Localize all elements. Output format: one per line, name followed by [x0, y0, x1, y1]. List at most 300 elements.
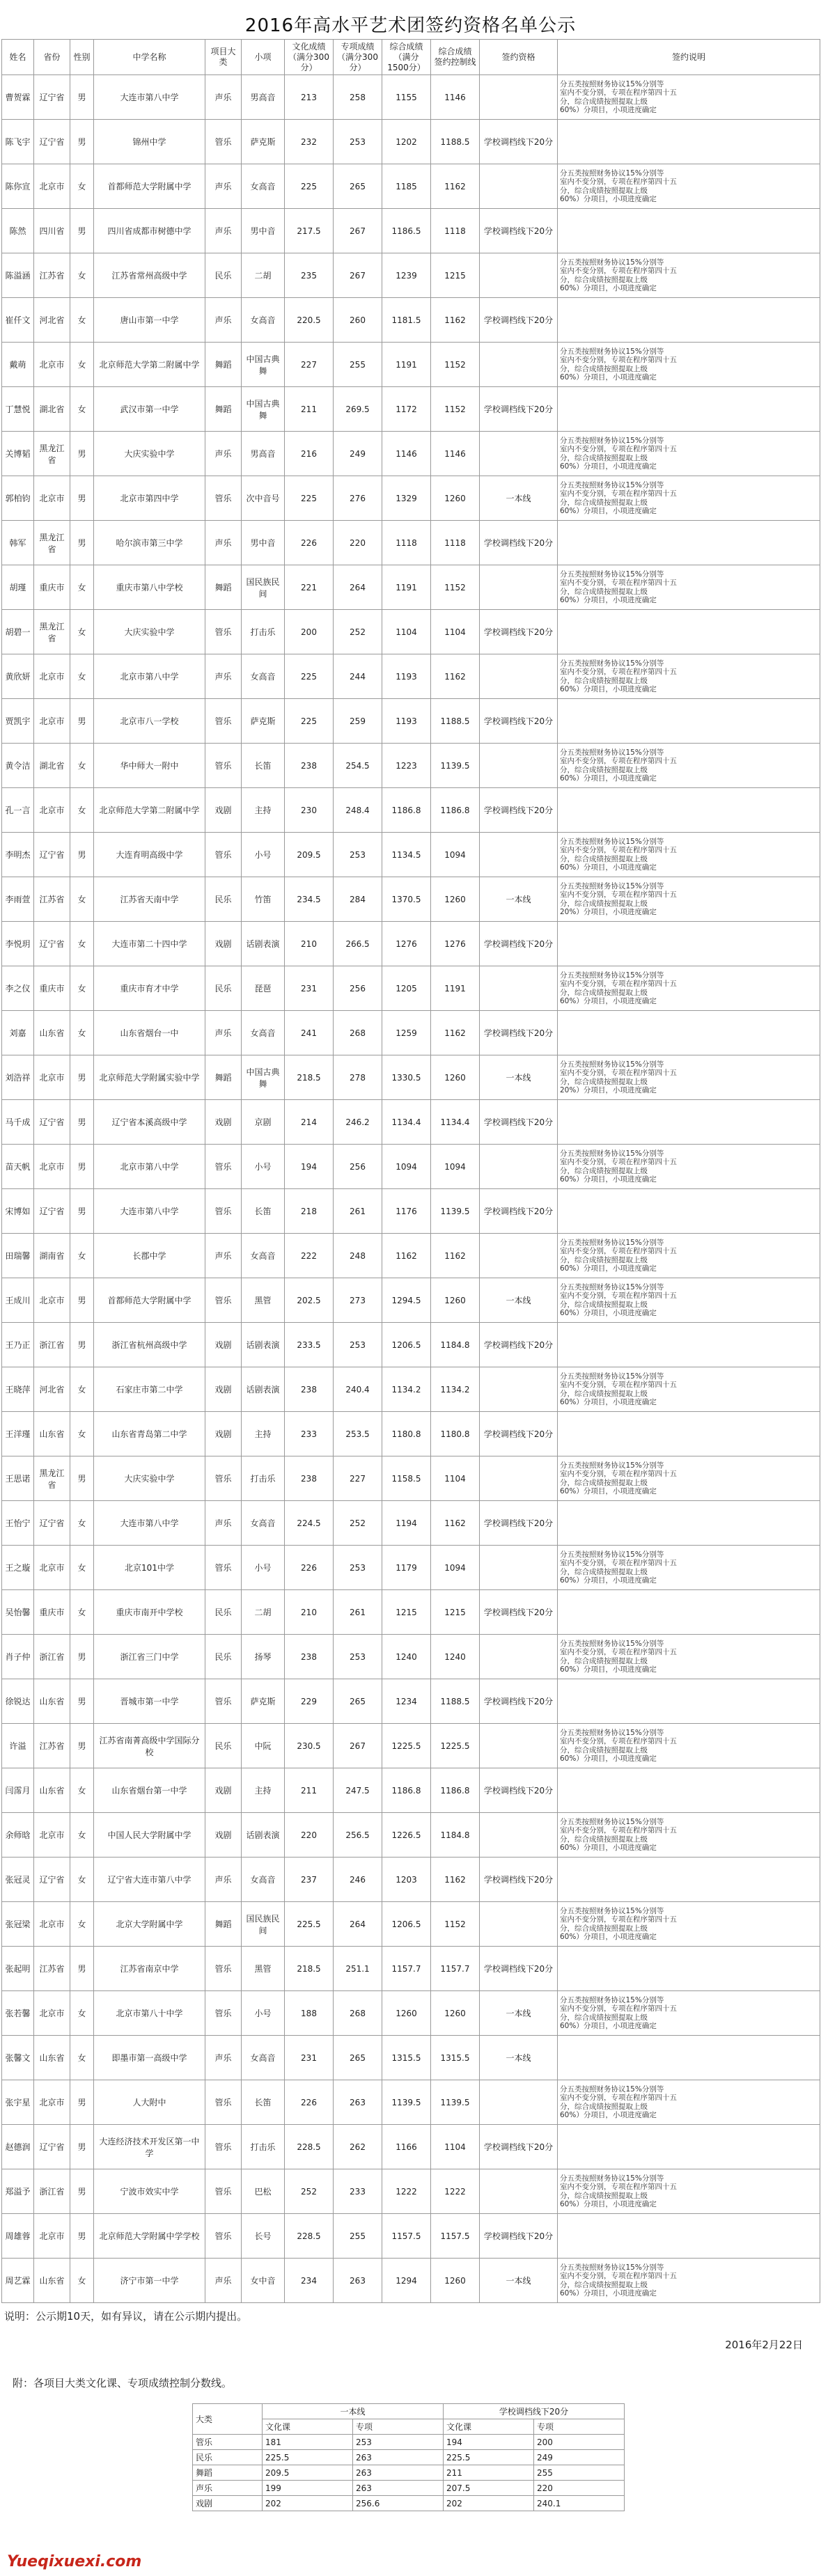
table-cell: 胡碧一 — [2, 610, 34, 654]
table-cell: 学校调档线下20分 — [480, 1768, 558, 1813]
table-cell: 分五类按照财务协议15%分别等 室内不变分别，专项在程序第四十五 分，综合成绩按照提取上级 60%）分项目，小项进度确定 — [558, 1278, 820, 1323]
table-cell: 戏剧 — [205, 922, 242, 966]
column-header: 性别 — [70, 40, 94, 75]
table-cell: 225 — [285, 476, 334, 521]
table-cell: 话剧表演 — [242, 1323, 285, 1367]
table-cell: 男高音 — [242, 75, 285, 120]
table-cell: 话剧表演 — [242, 1367, 285, 1412]
table-cell: 1188.5 — [431, 120, 480, 164]
table-cell: 女 — [70, 788, 94, 833]
table-cell: 266.5 — [334, 922, 382, 966]
table-cell: 李明杰 — [2, 833, 34, 877]
table-cell: 管乐 — [205, 699, 242, 744]
table-cell: 学校调档线下20分 — [480, 120, 558, 164]
table-row — [2, 1100, 820, 1145]
table-cell: 浙江省杭州高级中学 — [94, 1323, 205, 1367]
table-cell: 男 — [70, 833, 94, 877]
table-cell: 女 — [70, 387, 94, 432]
table-row — [2, 654, 820, 699]
table-cell: 244 — [334, 654, 382, 699]
table-cell: 声乐 — [205, 432, 242, 476]
table-cell: 小号 — [242, 1145, 285, 1189]
table-cell: 山东省 — [34, 1011, 70, 1055]
table-cell: 253 — [334, 1635, 382, 1679]
table-cell — [558, 1189, 820, 1234]
table-cell: 200 — [285, 610, 334, 654]
table-cell: 261 — [334, 1590, 382, 1635]
table-cell: 234.5 — [285, 877, 334, 922]
table-row — [2, 966, 820, 1011]
table-cell: 辽宁省 — [34, 120, 70, 164]
column-header: 签约资格 — [480, 40, 558, 75]
table-cell: 一本线 — [480, 877, 558, 922]
table-cell: 大连市第八中学 — [94, 1189, 205, 1234]
table-cell: 240.4 — [334, 1367, 382, 1412]
sub-header-special: 专项 — [353, 2419, 444, 2435]
table-cell: 女 — [70, 1991, 94, 2036]
sub-table-cell: 声乐 — [193, 2481, 263, 2496]
table-cell: 1203 — [382, 1858, 431, 1902]
sub-table-row — [193, 2435, 625, 2450]
table-cell: 1162 — [431, 1858, 480, 1902]
table-row — [2, 1011, 820, 1055]
sub-header-special: 专项 — [534, 2419, 625, 2435]
table-cell: 大连育明高级中学 — [94, 833, 205, 877]
sub-table-cell: 240.1 — [534, 2496, 625, 2511]
table-cell: 中国古典舞 — [242, 387, 285, 432]
column-header: 综合成绩 （满分1500分） — [382, 40, 431, 75]
table-cell: 262 — [334, 2125, 382, 2169]
table-cell: 浙江省 — [34, 1323, 70, 1367]
table-cell: 188 — [285, 1991, 334, 2036]
table-cell: 郭柏钧 — [2, 476, 34, 521]
table-cell — [480, 1367, 558, 1412]
table-cell: 男 — [70, 2080, 94, 2125]
table-cell: 1162 — [431, 298, 480, 343]
table-cell: 管乐 — [205, 2214, 242, 2259]
table-cell: 1260 — [431, 1055, 480, 1100]
table-cell: 北京市 — [34, 476, 70, 521]
table-cell: 分五类按照财务协议15%分别等 室内不变分别，专项在程序第四十五 分，综合成绩按照提取上级 60%）分项目，小项进度确定 — [558, 1145, 820, 1189]
table-cell: 山东省 — [34, 2036, 70, 2080]
sub-table-cell: 255 — [534, 2465, 625, 2481]
table-cell: 孔一言 — [2, 788, 34, 833]
table-cell: 黑龙江省 — [34, 610, 70, 654]
table-cell: 重庆市 — [34, 1590, 70, 1635]
table-cell: 1329 — [382, 476, 431, 521]
table-cell: 男 — [70, 432, 94, 476]
table-cell: 学校调档线下20分 — [480, 1100, 558, 1145]
table-cell — [558, 298, 820, 343]
table-cell: 首都师范大学附属中学 — [94, 1278, 205, 1323]
table-cell: 228.5 — [285, 2125, 334, 2169]
table-cell: 1162 — [382, 1234, 431, 1278]
table-cell: 女高音 — [242, 1011, 285, 1055]
table-cell: 黑龙江省 — [34, 432, 70, 476]
table-cell: 北京师范大学第二附属中学 — [94, 788, 205, 833]
table-cell: 女 — [70, 565, 94, 610]
table-cell: 男 — [70, 1189, 94, 1234]
table-cell: 琵琶 — [242, 966, 285, 1011]
table-cell: 1104 — [431, 2125, 480, 2169]
table-cell: 1155 — [382, 75, 431, 120]
table-cell: 戴萌 — [2, 343, 34, 387]
table-cell: 男 — [70, 1145, 94, 1189]
table-cell: 辽宁省 — [34, 75, 70, 120]
table-cell: 男 — [70, 1278, 94, 1323]
table-row — [2, 75, 820, 120]
table-cell: 248 — [334, 1234, 382, 1278]
table-cell: 263 — [334, 2259, 382, 2303]
table-cell: 陈然 — [2, 209, 34, 253]
table-cell: 学校调档线下20分 — [480, 1858, 558, 1902]
table-cell — [480, 1546, 558, 1590]
table-cell: 学校调档线下20分 — [480, 209, 558, 253]
table-cell: 大连经济技术开发区第一中学 — [94, 2125, 205, 2169]
table-cell: 247.5 — [334, 1768, 382, 1813]
table-cell: 管乐 — [205, 744, 242, 788]
table-cell: 曹贺霖 — [2, 75, 34, 120]
table-cell: 北京市 — [34, 654, 70, 699]
table-row — [2, 1991, 820, 2036]
table-cell: 246.2 — [334, 1100, 382, 1145]
table-cell: 1315.5 — [382, 2036, 431, 2080]
table-cell: 1094 — [431, 1546, 480, 1590]
table-cell: 1180.8 — [382, 1412, 431, 1456]
table-row — [2, 2259, 820, 2303]
table-cell: 北京市第八中学 — [94, 654, 205, 699]
table-cell: 分五类按照财务协议15%分别等 室内不变分别，专项在程序第四十五 分，综合成绩按照提取上级 60%）分项目，小项进度确定 — [558, 744, 820, 788]
table-cell: 1206.5 — [382, 1323, 431, 1367]
table-cell: 221 — [285, 565, 334, 610]
publish-date: 2016年2月22日 — [725, 2339, 803, 2351]
table-cell: 学校调档线下20分 — [480, 2214, 558, 2259]
table-cell: 戏剧 — [205, 1100, 242, 1145]
table-cell: 1193 — [382, 699, 431, 744]
table-cell: 246 — [334, 1858, 382, 1902]
sub-table-cell: 249 — [534, 2450, 625, 2465]
sub-table-cell: 202 — [444, 2496, 534, 2511]
sub-header-culture: 文化课 — [263, 2419, 353, 2435]
sub-table-cell: 戏剧 — [193, 2496, 263, 2511]
table-cell: 王成川 — [2, 1278, 34, 1323]
table-cell: 陈溢涵 — [2, 253, 34, 298]
table-cell: 268 — [334, 1991, 382, 2036]
table-row — [2, 2080, 820, 2125]
table-cell: 主持 — [242, 1412, 285, 1456]
table-cell: 1157.7 — [431, 1947, 480, 1991]
table-cell: 哈尔滨市第三中学 — [94, 521, 205, 565]
table-cell: 中阮 — [242, 1724, 285, 1768]
table-cell: 分五类按照财务协议15%分别等 室内不变分别，专项在程序第四十五 分，综合成绩按照提取上级 60%）分项目，小项进度确定 — [558, 1546, 820, 1590]
table-cell: 男 — [70, 2169, 94, 2214]
table-cell: 山东省 — [34, 1679, 70, 1724]
table-cell: 女 — [70, 1501, 94, 1546]
table-cell: 230 — [285, 788, 334, 833]
table-cell: 重庆市 — [34, 966, 70, 1011]
sub-table-cell: 202 — [263, 2496, 353, 2511]
table-cell: 男 — [70, 699, 94, 744]
table-cell: 北京市第八十中学 — [94, 1991, 205, 2036]
table-row — [2, 120, 820, 164]
table-cell: 黄令洁 — [2, 744, 34, 788]
table-cell: 管乐 — [205, 1991, 242, 2036]
table-cell: 民乐 — [205, 1635, 242, 1679]
table-cell: 余师晗 — [2, 1813, 34, 1858]
table-cell: 长笛 — [242, 1189, 285, 1234]
table-cell: 江苏省南京中学 — [94, 1947, 205, 1991]
table-cell: 231 — [285, 2036, 334, 2080]
table-cell: 1134.2 — [382, 1367, 431, 1412]
table-row — [2, 610, 820, 654]
table-row — [2, 1858, 820, 1902]
table-cell: 248.4 — [334, 788, 382, 833]
table-cell: 1234 — [382, 1679, 431, 1724]
table-cell: 1259 — [382, 1011, 431, 1055]
table-cell: 分五类按照财务协议15%分别等 室内不变分别，专项在程序第四十五 分，综合成绩按照提取上级 60%）分项目，小项进度确定 — [558, 833, 820, 877]
table-cell: 长号 — [242, 2214, 285, 2259]
table-cell: 声乐 — [205, 1011, 242, 1055]
table-cell — [558, 1858, 820, 1902]
table-cell: 229 — [285, 1679, 334, 1724]
table-row — [2, 2214, 820, 2259]
table-cell — [480, 1234, 558, 1278]
table-cell: 253 — [334, 120, 382, 164]
table-cell: 分五类按照财务协议15%分别等 室内不变分别，专项在程序第四十五 分，综合成绩按照提取上级 60%）分项目，小项进度确定 — [558, 1991, 820, 2036]
table-cell: 管乐 — [205, 1278, 242, 1323]
table-cell: 声乐 — [205, 298, 242, 343]
table-cell: 255 — [334, 2214, 382, 2259]
table-cell: 北京市 — [34, 1902, 70, 1947]
table-cell: 舞蹈 — [205, 1055, 242, 1100]
table-cell: 浙江省 — [34, 1635, 70, 1679]
table-cell: 李雨萱 — [2, 877, 34, 922]
table-cell — [480, 432, 558, 476]
table-cell: 216 — [285, 432, 334, 476]
table-row — [2, 1501, 820, 1546]
table-cell: 大庆实验中学 — [94, 432, 205, 476]
table-cell: 学校调档线下20分 — [480, 1323, 558, 1367]
table-row — [2, 1902, 820, 1947]
table-cell: 1225.5 — [382, 1724, 431, 1768]
table-cell: 253 — [334, 833, 382, 877]
table-cell: 220 — [334, 521, 382, 565]
table-cell — [480, 833, 558, 877]
table-cell: 许溢 — [2, 1724, 34, 1768]
table-cell: 韩军 — [2, 521, 34, 565]
table-row — [2, 1724, 820, 1768]
table-cell: 210 — [285, 1590, 334, 1635]
table-cell — [480, 654, 558, 699]
table-cell: 声乐 — [205, 2036, 242, 2080]
table-cell: 218.5 — [285, 1055, 334, 1100]
table-cell: 女 — [70, 1011, 94, 1055]
table-cell: 北京市 — [34, 1145, 70, 1189]
table-cell: 234 — [285, 2259, 334, 2303]
table-cell: 男 — [70, 476, 94, 521]
table-cell: 学校调档线下20分 — [480, 1501, 558, 1546]
table-cell: 一本线 — [480, 1278, 558, 1323]
table-cell: 戏剧 — [205, 1323, 242, 1367]
table-cell — [558, 1590, 820, 1635]
table-cell: 225 — [285, 164, 334, 209]
table-cell: 学校调档线下20分 — [480, 298, 558, 343]
table-cell: 1118 — [431, 521, 480, 565]
table-cell: 戏剧 — [205, 1768, 242, 1813]
table-cell: 278 — [334, 1055, 382, 1100]
table-cell: 人大附中 — [94, 2080, 205, 2125]
table-cell — [480, 2080, 558, 2125]
table-cell: 1162 — [431, 1501, 480, 1546]
table-cell: 1172 — [382, 387, 431, 432]
table-cell: 253 — [334, 1323, 382, 1367]
table-cell: 女 — [70, 1590, 94, 1635]
table-row — [2, 343, 820, 387]
table-cell: 管乐 — [205, 2169, 242, 2214]
table-row — [2, 1947, 820, 1991]
table-cell: 225 — [285, 699, 334, 744]
table-cell: 一本线 — [480, 476, 558, 521]
table-cell: 山东省烟台第一中学 — [94, 1768, 205, 1813]
table-cell: 舞蹈 — [205, 565, 242, 610]
table-cell: 黑龙江省 — [34, 521, 70, 565]
table-cell: 男 — [70, 1055, 94, 1100]
table-cell: 张宇星 — [2, 2080, 34, 2125]
table-cell: 1162 — [431, 164, 480, 209]
sub-table-cell: 263 — [353, 2450, 444, 2465]
table-cell: 大庆实验中学 — [94, 1456, 205, 1501]
table-cell: 男中音 — [242, 209, 285, 253]
table-cell: 分五类按照财务协议15%分别等 室内不变分别，专项在程序第四十五 分，综合成绩按照提取上级 60%）分项目，小项进度确定 — [558, 2259, 820, 2303]
table-cell: 胡瑾 — [2, 565, 34, 610]
table-cell: 声乐 — [205, 1501, 242, 1546]
table-row — [2, 1234, 820, 1278]
table-cell: 江苏省 — [34, 1947, 70, 1991]
table-cell: 1226.5 — [382, 1813, 431, 1858]
table-cell: 戏剧 — [205, 1367, 242, 1412]
table-cell: 辽宁省 — [34, 2125, 70, 2169]
table-cell — [558, 1501, 820, 1546]
table-cell: 1166 — [382, 2125, 431, 2169]
table-cell: 1104 — [382, 610, 431, 654]
table-cell: 湖北省 — [34, 387, 70, 432]
table-cell: 北京市 — [34, 1546, 70, 1590]
table-cell: 中国古典舞 — [242, 1055, 285, 1100]
table-cell: 女 — [70, 1367, 94, 1412]
table-cell: 武汉市第一中学 — [94, 387, 205, 432]
table-cell: 黑管 — [242, 1278, 285, 1323]
table-cell: 分五类按照财务协议15%分别等 室内不变分别，专项在程序第四十五 分，综合成绩按照提取上级 60%）分项目，小项进度确定 — [558, 343, 820, 387]
table-cell: 202.5 — [285, 1278, 334, 1323]
page-title: 2016年高水平艺术团签约资格名单公示 — [244, 15, 577, 36]
table-cell — [480, 966, 558, 1011]
table-cell: 1162 — [431, 654, 480, 699]
table-row — [2, 1412, 820, 1456]
sub-table-cell: 207.5 — [444, 2481, 534, 2496]
table-cell: 268 — [334, 1011, 382, 1055]
table-cell: 265 — [334, 1679, 382, 1724]
table-cell: 273 — [334, 1278, 382, 1323]
table-cell: 河北省 — [34, 1367, 70, 1412]
table-cell: 1181.5 — [382, 298, 431, 343]
table-cell: 1139.5 — [431, 744, 480, 788]
table-cell: 一本线 — [480, 1991, 558, 2036]
table-cell: 252 — [334, 610, 382, 654]
sub-table-cell: 256.6 — [353, 2496, 444, 2511]
table-cell: 北京市 — [34, 1813, 70, 1858]
table-cell: 萨克斯 — [242, 1679, 285, 1724]
table-cell: 分五类按照财务协议15%分别等 室内不变分别，专项在程序第四十五 分，综合成绩按照提取上级 60%）分项目，小项进度确定 — [558, 1724, 820, 1768]
table-cell: 重庆市育才中学 — [94, 966, 205, 1011]
table-cell: 255 — [334, 343, 382, 387]
table-row — [2, 1323, 820, 1367]
table-cell: 二胡 — [242, 1590, 285, 1635]
table-cell: 管乐 — [205, 833, 242, 877]
table-cell: 一本线 — [480, 1055, 558, 1100]
table-cell: 江苏省 — [34, 1724, 70, 1768]
table-cell: 1152 — [431, 343, 480, 387]
table-cell: 辽宁省本溪高级中学 — [94, 1100, 205, 1145]
table-cell: 1330.5 — [382, 1055, 431, 1100]
table-cell: 男 — [70, 1679, 94, 1724]
table-cell: 女 — [70, 922, 94, 966]
table-cell: 学校调档线下20分 — [480, 1189, 558, 1234]
table-cell: 220 — [285, 1813, 334, 1858]
table-cell: 1188.5 — [431, 1679, 480, 1724]
table-row — [2, 1278, 820, 1323]
table-cell: 1146 — [382, 432, 431, 476]
table-cell: 1240 — [382, 1635, 431, 1679]
table-cell: 国民族民间 — [242, 1902, 285, 1947]
table-cell: 张冠灵 — [2, 1858, 34, 1902]
table-cell: 男 — [70, 1100, 94, 1145]
table-cell: 女中音 — [242, 2259, 285, 2303]
table-cell: 218.5 — [285, 1947, 334, 1991]
table-cell: 北京师范大学附属实验中学 — [94, 1055, 205, 1100]
table-cell: 晋城市第一中学 — [94, 1679, 205, 1724]
table-row — [2, 164, 820, 209]
table-cell: 分五类按照财务协议15%分别等 室内不变分别，专项在程序第四十五 分，综合成绩按照提取上级 60%）分项目，小项进度确定 — [558, 966, 820, 1011]
table-cell: 学校调档线下20分 — [480, 1011, 558, 1055]
sub-table-cell: 民乐 — [193, 2450, 263, 2465]
table-cell: 崔仟文 — [2, 298, 34, 343]
table-cell: 声乐 — [205, 164, 242, 209]
table-cell: 贾凯宇 — [2, 699, 34, 744]
table-cell: 重庆市第八中学校 — [94, 565, 205, 610]
table-cell: 261 — [334, 1189, 382, 1234]
table-cell: 一本线 — [480, 2036, 558, 2080]
table-cell: 张若馨 — [2, 1991, 34, 2036]
table-cell — [558, 1947, 820, 1991]
table-cell: 一本线 — [480, 2259, 558, 2303]
sub-table-cell: 263 — [353, 2481, 444, 2496]
table-cell: 江苏省 — [34, 877, 70, 922]
table-cell: 大连市第八中学 — [94, 1501, 205, 1546]
table-cell: 王思诺 — [2, 1456, 34, 1501]
table-row — [2, 1635, 820, 1679]
table-cell: 话剧表演 — [242, 922, 285, 966]
sub-table-row — [193, 2496, 625, 2511]
table-row — [2, 788, 820, 833]
table-row — [2, 1590, 820, 1635]
table-cell: 1146 — [431, 432, 480, 476]
table-row — [2, 2125, 820, 2169]
table-cell: 238 — [285, 1635, 334, 1679]
table-cell: 北京市 — [34, 1991, 70, 2036]
table-cell — [480, 164, 558, 209]
table-cell: 227 — [285, 343, 334, 387]
table-cell: 231 — [285, 966, 334, 1011]
